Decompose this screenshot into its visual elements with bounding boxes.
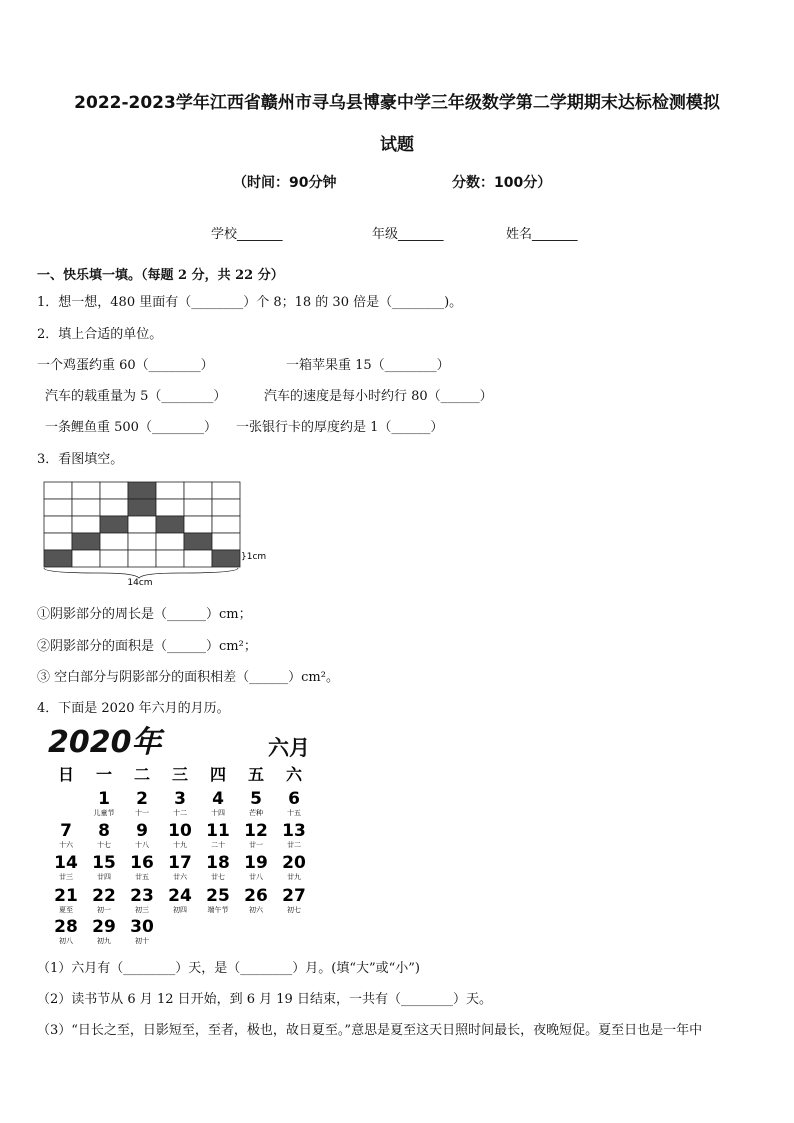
question-3: 3．看图填空。 <box>37 452 124 467</box>
q2-item-apples: 一箱苹果重 15（________） <box>286 358 450 373</box>
lunar-date: 廿七 <box>211 873 225 881</box>
calendar-day: 29 <box>92 917 116 937</box>
shaded-cell <box>184 533 212 550</box>
calendar-day: 6 <box>288 789 300 809</box>
grid-cell <box>156 533 184 550</box>
grid-cell <box>100 499 128 516</box>
shaded-cell <box>44 550 72 567</box>
calendar-day: 16 <box>130 853 154 873</box>
lunar-date: 十五 <box>287 809 301 817</box>
width-label: 14cm <box>127 578 153 588</box>
calendar-day: 30 <box>130 917 154 937</box>
lunar-date: 廿六 <box>173 873 187 881</box>
calendar-day: 25 <box>206 886 230 906</box>
lunar-date: 廿三 <box>59 873 73 881</box>
calendar-day: 15 <box>92 853 116 873</box>
lunar-date: 十一 <box>135 809 149 817</box>
weekday-label: 四 <box>209 765 227 784</box>
lunar-date: 十九 <box>173 841 187 849</box>
lunar-date: 儿童节 <box>93 809 115 817</box>
calendar-month: 六月 <box>268 736 310 760</box>
shaded-cell <box>72 533 100 550</box>
grid-cell <box>72 516 100 533</box>
weekday-label: 一 <box>95 765 113 784</box>
q4-sub-1: （1）六月有（________）天，是（________）月。(填“大”或“小”) <box>37 961 420 976</box>
lunar-date: 初六 <box>249 906 263 914</box>
grid-cell <box>100 550 128 567</box>
grid-cell <box>72 499 100 516</box>
q3-sub-1: ①阴影部分的周长是（______）cm； <box>37 607 252 622</box>
calendar-day: 20 <box>282 853 306 873</box>
grid-cell <box>44 533 72 550</box>
calendar-day: 22 <box>92 886 116 906</box>
calendar-day: 13 <box>282 821 306 841</box>
grid-cell <box>212 533 240 550</box>
grid-cell <box>44 482 72 499</box>
calendar-day: 28 <box>54 917 78 937</box>
grid-cell <box>128 550 156 567</box>
calendar-june-2020 <box>44 722 334 947</box>
grid-cell <box>184 516 212 533</box>
calendar-day: 4 <box>212 789 224 809</box>
calendar-day: 21 <box>54 886 78 906</box>
calendar-day: 27 <box>282 886 306 906</box>
lunar-date: 十二 <box>173 809 187 817</box>
calendar-day: 18 <box>206 853 230 873</box>
grid-cell <box>128 516 156 533</box>
calendar-day: 9 <box>136 821 148 841</box>
q4-sub-2: （2）读书节从 6 月 12 日开始，到 6 月 19 日结束，一共有（________）天。 <box>37 992 492 1007</box>
section1-heading: 一、快乐填一填。（每题 2 分，共 22 分） <box>37 268 284 283</box>
calendar-day: 19 <box>244 853 268 873</box>
q2-item-truck-load: 汽车的载重量为 5（________） <box>45 389 227 404</box>
q3-sub-2: ②阴影部分的面积是（______）cm²； <box>37 639 257 654</box>
calendar-day: 14 <box>54 853 78 873</box>
calendar-day: 10 <box>168 821 192 841</box>
question-2: 2．填上合适的单位。 <box>37 327 163 342</box>
calendar-day: 23 <box>130 886 154 906</box>
grid-cell <box>44 499 72 516</box>
height-label: }1cm <box>241 552 267 562</box>
grid-cell <box>212 482 240 499</box>
lunar-date: 廿八 <box>249 873 263 881</box>
exam-score: 分数：100分） <box>452 175 552 191</box>
q2-item-egg: 一个鸡蛋约重 60（________） <box>37 358 214 373</box>
grade-field[interactable]: 年级_______ <box>372 227 444 242</box>
calendar-day: 17 <box>168 853 192 873</box>
q2-item-truck-speed: 汽车的速度是每小时约行 80（______） <box>264 389 493 404</box>
grid-cell <box>72 550 100 567</box>
weekday-label: 二 <box>133 765 151 784</box>
calendar-day: 7 <box>60 821 72 841</box>
grid-cell <box>72 482 100 499</box>
school-field[interactable]: 学校_______ <box>211 227 283 242</box>
grid-cell <box>156 499 184 516</box>
question-1: 1．想一想，480 里面有（________）个 8；18 的 30 倍是（________)。 <box>37 295 463 310</box>
lunar-date: 十四 <box>211 809 225 817</box>
calendar-day: 24 <box>168 886 192 906</box>
lunar-date: 十六 <box>59 841 73 849</box>
grid-cell <box>44 516 72 533</box>
lunar-date: 夏至 <box>59 906 73 914</box>
calendar-day: 3 <box>174 789 186 809</box>
calendar-day: 26 <box>244 886 268 906</box>
grid-cell <box>128 533 156 550</box>
grid-cell <box>100 533 128 550</box>
lunar-date: 初一 <box>97 906 111 914</box>
grid-cell <box>156 550 184 567</box>
calendar-day: 1 <box>98 789 110 809</box>
lunar-date: 初十 <box>135 937 149 945</box>
lunar-date: 初九 <box>97 937 111 945</box>
grid-cell <box>100 482 128 499</box>
calendar-day: 2 <box>136 789 148 809</box>
lunar-date: 二十 <box>211 841 225 849</box>
weekday-label: 日 <box>57 765 75 784</box>
lunar-date: 廿二 <box>287 841 301 849</box>
shaded-cell <box>156 516 184 533</box>
lunar-date: 初三 <box>135 906 149 914</box>
shaded-cell <box>128 482 156 499</box>
lunar-date: 初四 <box>173 906 187 914</box>
question-4: 4．下面是 2020 年六月的月历。 <box>37 701 230 716</box>
lunar-date: 十七 <box>97 841 111 849</box>
weekday-label: 六 <box>285 765 303 784</box>
lunar-date: 初七 <box>287 906 301 914</box>
lunar-date: 廿五 <box>135 873 149 881</box>
calendar-day: 11 <box>206 821 230 841</box>
grid-cell <box>184 499 212 516</box>
q3-sub-3: ③ 空白部分与阴影部分的面积相差（______）cm²。 <box>37 670 339 685</box>
shaded-cell <box>212 550 240 567</box>
calendar-day: 12 <box>244 821 268 841</box>
grid-cell <box>212 499 240 516</box>
width-brace <box>44 568 238 578</box>
grid-cell <box>156 482 184 499</box>
exam-title-line2: 试题 <box>380 135 414 155</box>
grid-figure <box>40 478 280 588</box>
lunar-date: 芒种 <box>249 809 263 817</box>
name-field[interactable]: 姓名_______ <box>506 227 578 242</box>
lunar-date: 十八 <box>135 841 149 849</box>
lunar-date: 端午节 <box>207 906 229 914</box>
calendar-day: 5 <box>250 789 262 809</box>
weekday-label: 三 <box>171 765 189 784</box>
q4-sub-3: （3）“日长之至，日影短至，至者，极也，故日夏至。”意思是夏至这天日照时间最长，夜晚短促。夏至日也是一年中 <box>37 1023 703 1038</box>
lunar-date: 廿一 <box>249 841 263 849</box>
calendar-day: 8 <box>98 821 110 841</box>
q2-item-bank-card: 一张银行卡的厚度约是 1（______） <box>236 420 444 435</box>
exam-time: （时间：90分钟 <box>233 175 337 191</box>
lunar-date: 廿四 <box>97 873 111 881</box>
grid-cell <box>212 516 240 533</box>
grid-cell <box>184 482 212 499</box>
lunar-date: 廿九 <box>287 873 301 881</box>
weekday-label: 五 <box>247 765 265 784</box>
exam-title-line1: 2022-2023学年江西省赣州市寻乌县博豪中学三年级数学第二学期期末达标检测模拟 <box>74 93 720 113</box>
shaded-cell <box>100 516 128 533</box>
q2-item-carp: 一条鲤鱼重 500（________） <box>45 420 217 435</box>
shaded-cell <box>128 499 156 516</box>
grid-cell <box>184 550 212 567</box>
lunar-date: 初八 <box>59 937 73 945</box>
calendar-year: 2020年 <box>48 725 162 760</box>
